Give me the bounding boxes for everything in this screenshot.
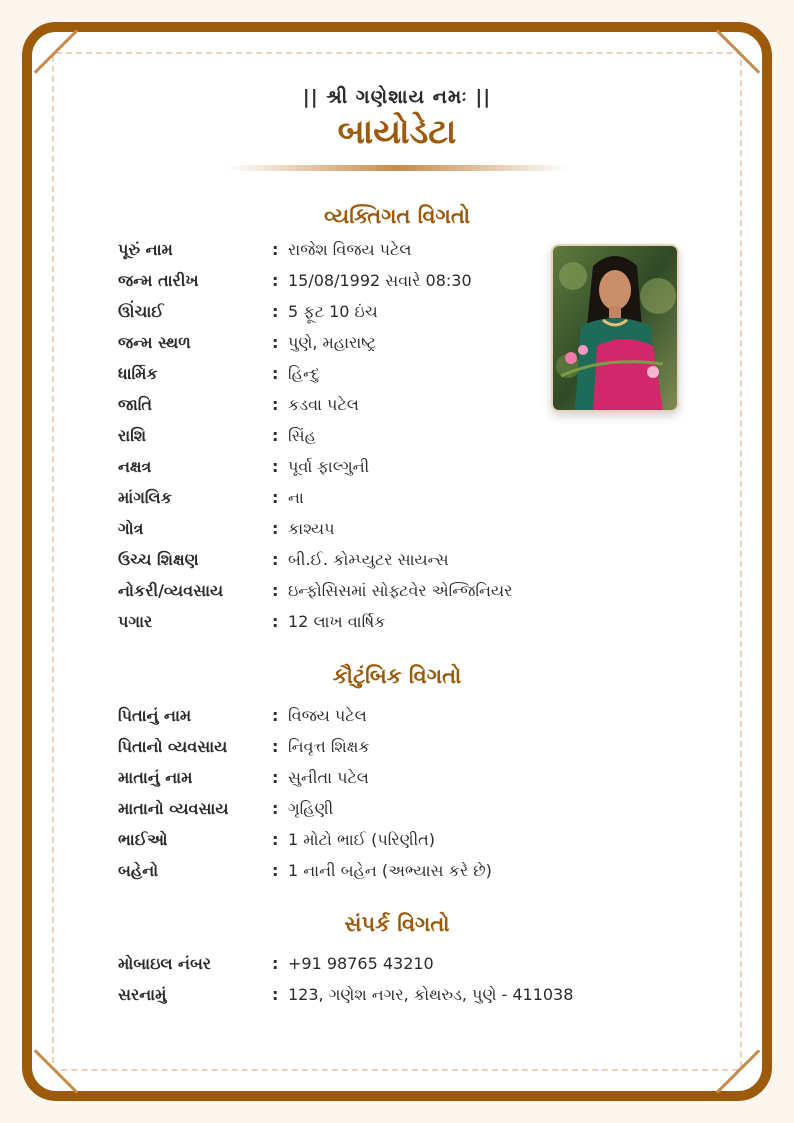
detail-row (118, 331, 558, 361)
detail-value: 1 મોટો ભાઈ (પરિણીત) (288, 830, 436, 849)
detail-separator: : (272, 488, 279, 507)
detail-row (118, 269, 558, 299)
detail-row (118, 486, 558, 516)
detail-label: જન્મ તારીખ (118, 271, 199, 290)
detail-value: ના (288, 488, 304, 507)
detail-label: પગાર (118, 612, 153, 631)
detail-row (118, 517, 558, 547)
detail-row (118, 610, 558, 640)
detail-value: 1 નાની બહેન (અભ્યાસ કરે છે) (288, 861, 492, 880)
detail-value: નિવૃત્ત શિક્ષક (288, 737, 370, 756)
section-title-contact: સંપર્ક વિગતો (344, 912, 450, 936)
detail-value: કડવા પટેલ (288, 395, 359, 414)
detail-separator: : (272, 737, 279, 756)
detail-label: પિતાનો વ્યવસાય (118, 737, 228, 756)
detail-value: સુનીતા પટેલ (288, 768, 369, 787)
detail-separator: : (272, 302, 279, 321)
detail-value: પુણે, મહારાષ્ટ્ર (288, 333, 377, 352)
detail-separator: : (272, 954, 279, 973)
detail-label: નક્ષત્ર (118, 457, 152, 476)
detail-row (118, 859, 558, 889)
detail-label: ધાર્મિક (118, 364, 158, 383)
detail-label: માતાનું નામ (118, 768, 193, 787)
detail-value: +91 98765 43210 (288, 954, 434, 973)
detail-label: મોબાઇલ નંબર (118, 954, 212, 973)
detail-label: જન્મ સ્થળ (118, 333, 191, 352)
detail-value: 123, ગણેશ નગર, કોથરુડ, પુણે - 411038 (288, 985, 574, 1004)
detail-separator: : (272, 985, 279, 1004)
detail-row (118, 424, 558, 454)
detail-row (118, 238, 558, 268)
detail-row (118, 766, 558, 796)
detail-separator: : (272, 395, 279, 414)
detail-value: 5 ફૂટ 10 ઇંચ (288, 302, 378, 321)
detail-row (118, 704, 558, 734)
detail-separator: : (272, 426, 279, 445)
detail-separator: : (272, 550, 279, 569)
detail-label: પૂરું નામ (118, 240, 173, 259)
detail-row (118, 797, 558, 827)
detail-label: રાશિ (118, 426, 147, 445)
detail-label: પિતાનું નામ (118, 706, 192, 725)
detail-label: ઊંચાઈ (118, 302, 164, 321)
detail-value: પૂર્વા ફાલ્ગુની (288, 457, 370, 476)
detail-value: 12 લાખ વાર્ષિક (288, 612, 386, 631)
title-divider (226, 165, 568, 171)
detail-row (118, 952, 558, 982)
detail-label: જાતિ (118, 395, 153, 414)
detail-separator: : (272, 768, 279, 787)
detail-label: માંગલિક (118, 488, 172, 507)
detail-separator: : (272, 364, 279, 383)
profile-photo (551, 244, 679, 412)
section-title-personal: વ્યક્તિગત વિગતો (323, 204, 471, 228)
detail-value: રાજેશ વિજય પટેલ (288, 240, 412, 259)
detail-separator: : (272, 457, 279, 476)
detail-value: બી.ઈ. કોમ્પ્યુટર સાયન્સ (288, 550, 449, 569)
detail-label: ઉચ્ચ શિક્ષણ (118, 550, 199, 569)
detail-value: ઇન્ફોસિસમાં સોફ્ટવેર એન્જિનિયર (288, 581, 513, 600)
detail-label: નોકરી/વ્યવસાય (118, 581, 224, 600)
detail-value: ગૃહિણી (288, 799, 334, 818)
detail-separator: : (272, 333, 279, 352)
detail-separator: : (272, 799, 279, 818)
detail-value: 15/08/1992 સવારે 08:30 (288, 271, 472, 290)
detail-value: વિજય પટેલ (288, 706, 367, 725)
detail-separator: : (272, 519, 279, 538)
detail-row (118, 983, 574, 1013)
detail-separator: : (272, 612, 279, 631)
detail-separator: : (272, 240, 279, 259)
section-title-family: કૌટુંબિક વિગતો (332, 664, 462, 688)
detail-separator: : (272, 861, 279, 880)
detail-separator: : (272, 706, 279, 725)
detail-separator: : (272, 271, 279, 290)
detail-label: ભાઈઓ (118, 830, 168, 849)
detail-row (118, 455, 558, 485)
detail-row (118, 300, 558, 330)
detail-value: હિન્દુ (288, 364, 320, 383)
detail-label: સરનામું (118, 985, 167, 1004)
detail-row (118, 548, 558, 578)
invocation-text: || શ્રી ગણેશાય નમઃ || (302, 86, 492, 108)
detail-separator: : (272, 581, 279, 600)
detail-row (118, 828, 558, 858)
detail-separator: : (272, 830, 279, 849)
portrait-image (553, 246, 677, 410)
detail-label: માતાનો વ્યવસાય (118, 799, 229, 818)
detail-row (118, 362, 558, 392)
detail-row (118, 393, 558, 423)
page-title: બાયોડેટા (337, 112, 457, 152)
detail-row (118, 735, 558, 765)
detail-label: બહેનો (118, 861, 159, 880)
detail-value: સિંહ (288, 426, 316, 445)
detail-value: કાશ્યપ (288, 519, 335, 538)
detail-label: ગોત્ર (118, 519, 144, 538)
detail-row (118, 579, 558, 609)
